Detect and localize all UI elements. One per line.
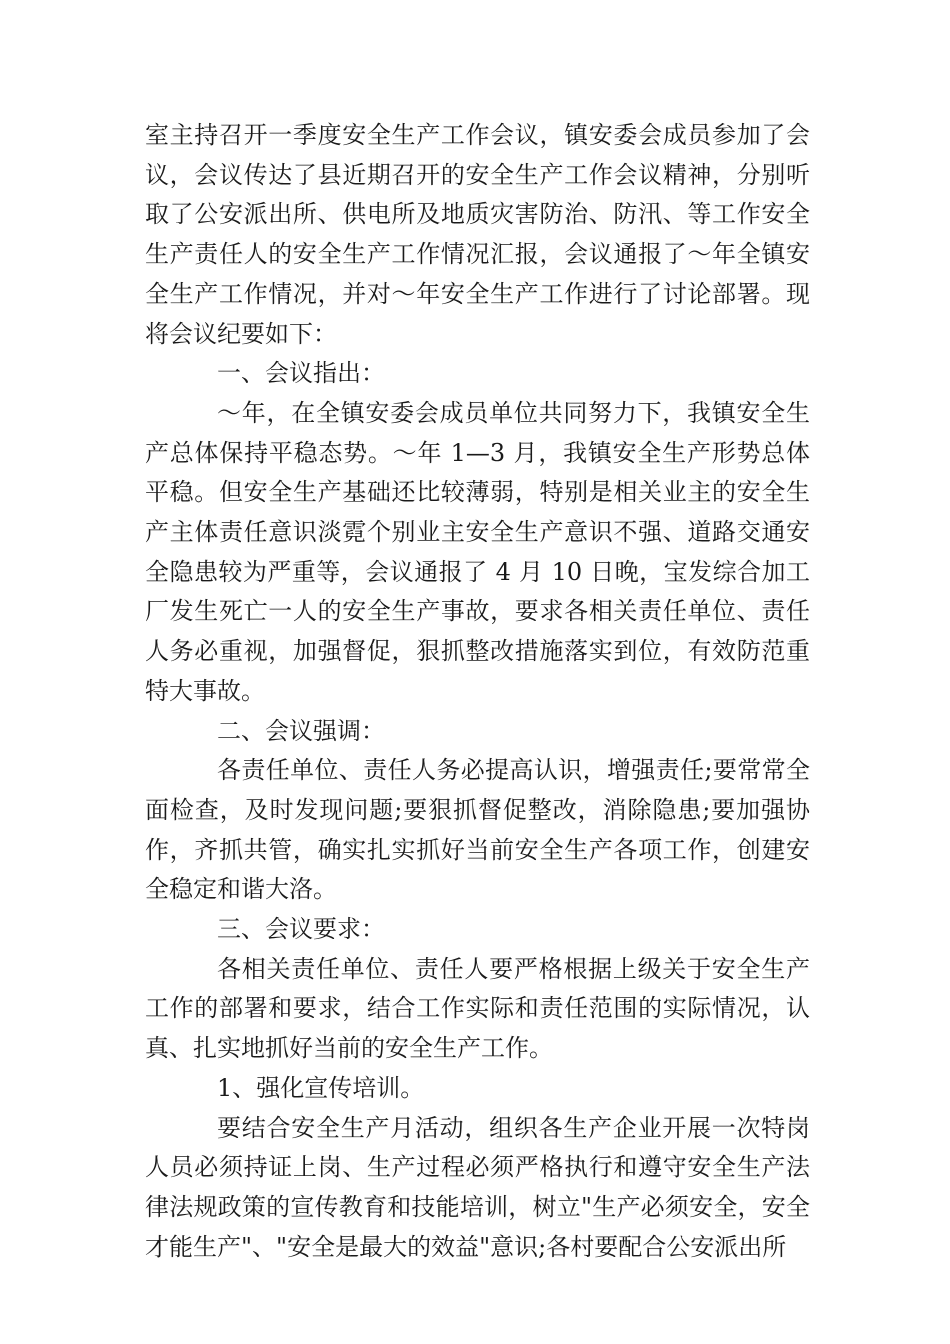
section-heading-2: 二、会议强调： [217, 716, 385, 745]
paragraph-intro: 室主持召开一季度安全生产工作会议，镇安委会成员参加了会议，会议传达了县近期召开的安全生产工作会议精神，分别听取了公安派出所、供电所及地质灾害防治、防汛、等工作安全生产责任人的安全生产工作情况汇报，会议通报了～年全镇安全生产工作情况，并对～年安全生产工作进行了讨论部署。现将会议纪要如下： [145, 121, 810, 348]
subsection-heading-1: 1、强化宣传培训。 [217, 1073, 425, 1102]
paragraph-section-2: 各责任单位、责任人务必提高认识，增强责任;要常常全面检查，及时发现问题;要狠抓督促整改，消除隐患;要加强协作，齐抓共管，确实扎实抓好当前安全生产各项工作，创建安全稳定和谐大洛。 [145, 756, 810, 904]
paragraph-section-1: ～年，在全镇安委会成员单位共同努力下，我镇安全生产总体保持平稳态势。～年 1—3 月，我镇安全生产形势总体平稳。但安全生产基础还比较薄弱，特别是相关业主的安全生产主体责任意识淡霓个别业主安全生产意识不强、道路交通安全隐患较为严重等，会议通报了 4 月 10 日晚，宝发综合加工厂发生死亡一人的安全生产事故，要求各相关责任单位、责任人务必重视，加强督促，狠抓整改措施落实到位，有效防范重特大事故。 [145, 398, 810, 705]
section-heading-1: 一、会议指出： [217, 359, 385, 388]
document-body [145, 116, 810, 1267]
paragraph-subsection-1: 要结合安全生产月活动，组织各生产企业开展一次特岗人员必须持证上岗、生产过程必须严格执行和遵守安全生产法律法规政策的宣传教育和技能培训，树立"生产必须安全，安全才能生产"、"安全是最大的效益"意识;各村要配合公安派出所 [145, 1113, 810, 1261]
paragraph-section-3: 各相关责任单位、责任人要严格根据上级关于安全生产工作的部署和要求，结合工作实际和责任范围的实际情况，认真、扎实地抓好当前的安全生产工作。 [145, 954, 810, 1063]
section-heading-3: 三、会议要求： [217, 915, 385, 944]
